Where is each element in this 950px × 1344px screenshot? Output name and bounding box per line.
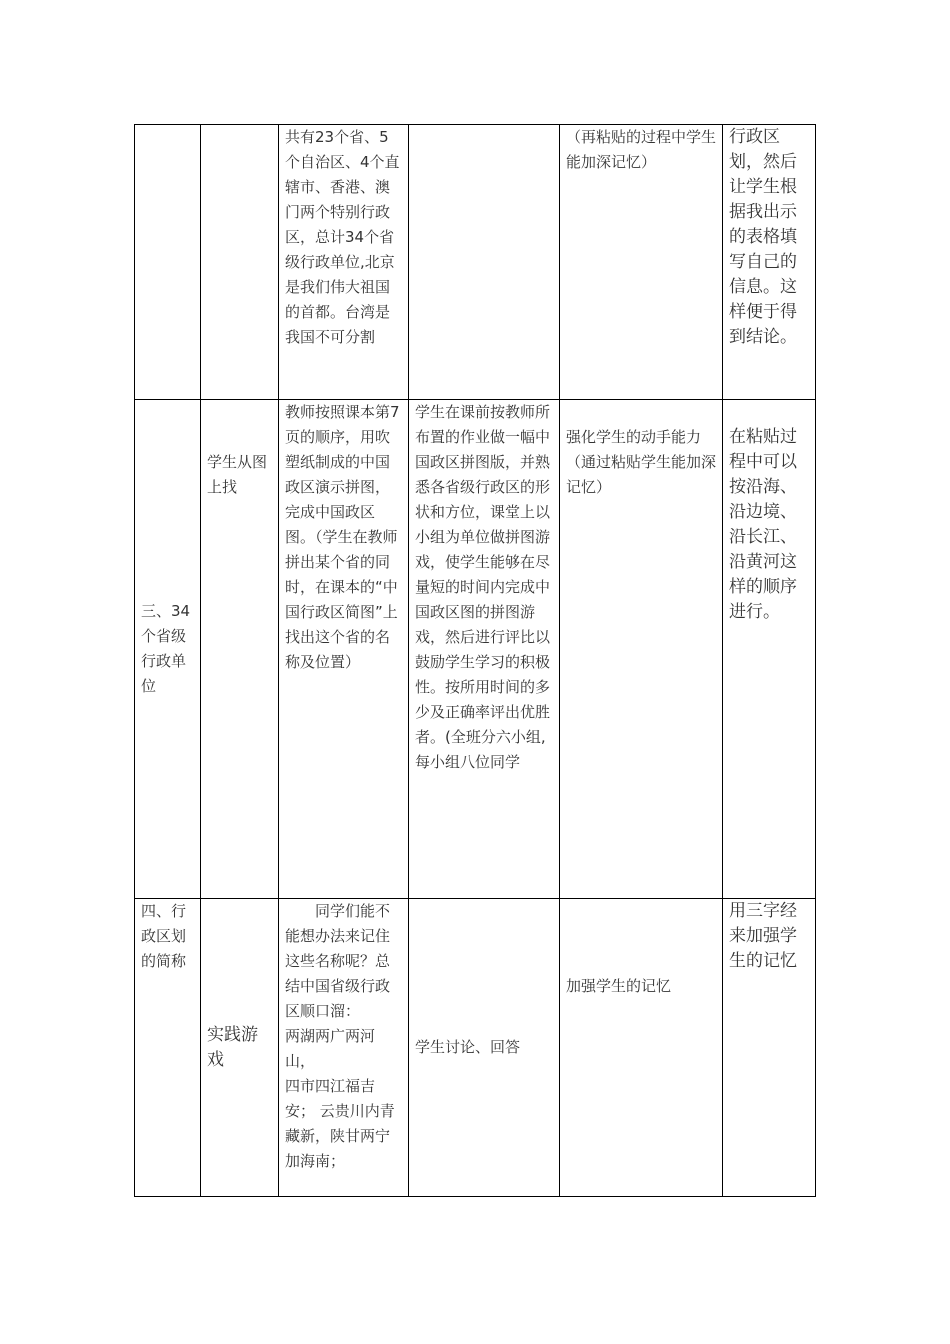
rhyme-intro: 同学们能不能想办法来记住这些名称呢？总结中国省级行政区顺口溜： [285,902,391,1020]
method-text: 学生从图上找 [207,453,268,496]
table-row [135,400,816,899]
purpose-cell: （再粘贴的过程中学生能加深记忆） [560,125,723,400]
student-activity-cell [409,899,560,1197]
purpose-text: 加强学生的记忆 [566,977,672,995]
notes-cell: 用三字经来加强学生的记忆 [723,899,816,1197]
method-text: 实践游戏 [207,1024,258,1070]
purpose-cell [560,899,723,1197]
notes-cell: 行政区划，然后让学生根据我出示的表格填写自己的信息。这样便于得到结论。 [723,125,816,400]
method-cell [201,899,279,1197]
purpose-line: 强化学生的动手能力 [566,428,702,446]
method-cell [201,400,279,899]
student-activity-text: 学生讨论、回答 [415,1038,521,1056]
section-cell: 四、行政区划的简称 [135,899,201,1197]
section-title: 三、34个省级行政单位 [141,602,191,695]
rhyme-text: 两湖两广两河山， 四市四江福吉安； 云贵川内青藏新，陕甘两宁加海南； [285,1027,395,1170]
method-cell [201,125,279,400]
student-activity-cell [409,125,560,400]
notes-text: 在粘贴过程中可以按沿海、沿边境、沿长江、沿黄河这样的顺序进行。 [729,427,797,622]
lesson-plan-table [134,124,816,1197]
section-cell [135,125,201,400]
section-cell [135,400,201,899]
teacher-activity-cell [279,899,409,1197]
teacher-activity-cell: 教师按照课本第7页的顺序，用吹塑纸制成的中国政区演示拼图，完成中国政区图。（学生在教师拼出某个省的同时，在课本的“中国行政区简图”上找出这个省的名称及位置） [279,400,409,899]
student-activity-cell: 学生在课前按教师所布置的作业做一幅中国政区拼图版，并熟悉各省级行政区的形状和方位，课堂上以小组为单位做拼图游戏，使学生能够在尽量短的时间内完成中国政区图的拼图游戏，然后进行评比以鼓励学生学习的积极性。按所用时间的多少及正确率评出优胜者。(全班分六小组,每小组八位同学 [409,400,560,899]
notes-cell [723,400,816,899]
teacher-activity-cell: 共有23个省、5个自治区、4个直辖市、香港、澳门两个特别行政区，总计34个省级行政单位,北京是我们伟大祖国的首都。台湾是我国不可分割 [279,125,409,400]
table-row [135,125,816,400]
table-row [135,899,816,1197]
purpose-note: （通过粘贴学生能加深记忆） [566,453,717,496]
purpose-cell [560,400,723,899]
